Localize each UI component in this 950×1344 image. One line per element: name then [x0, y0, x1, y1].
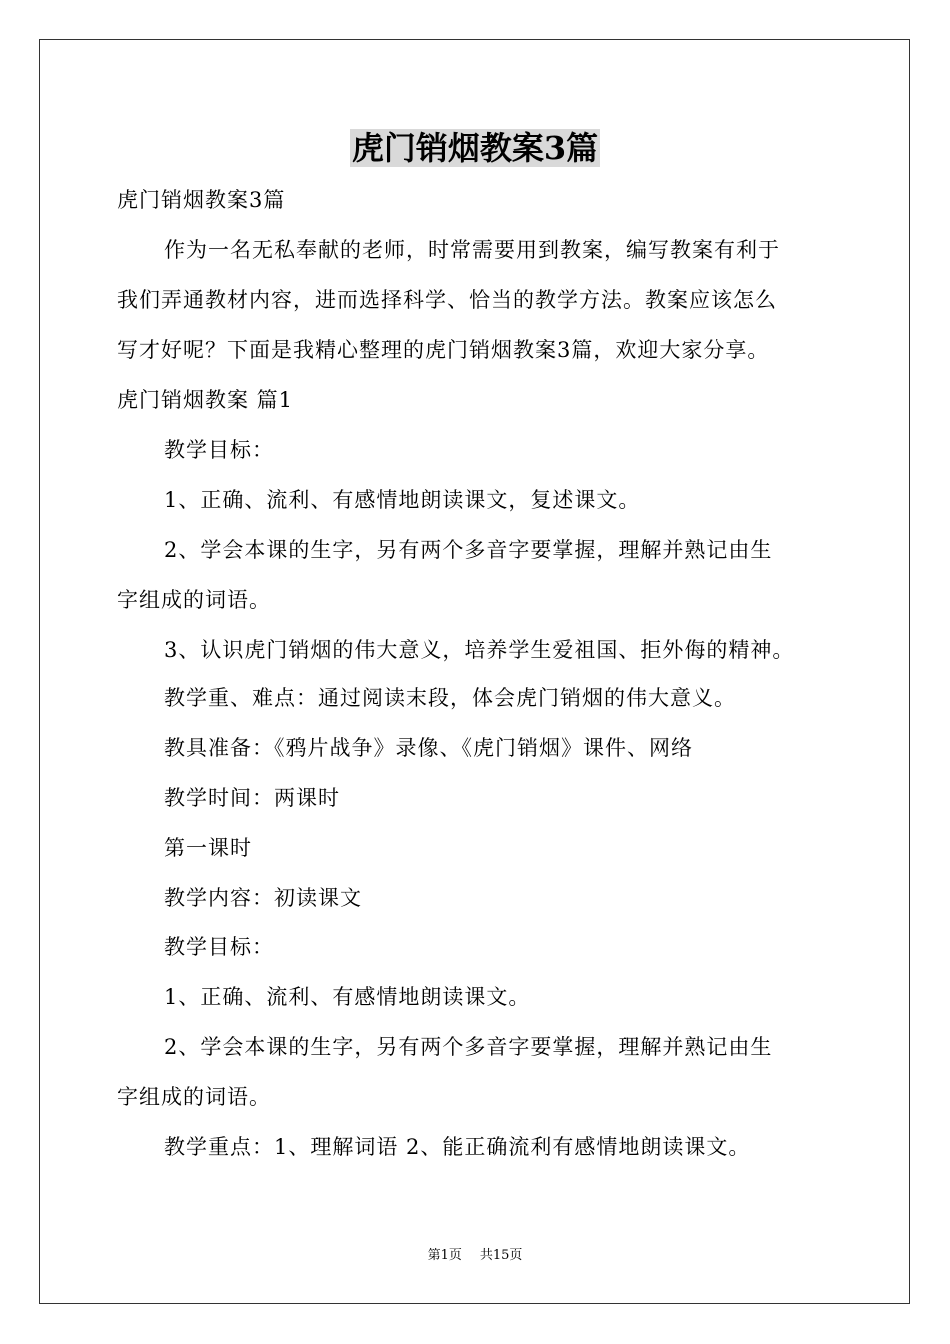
paragraph-line: 教学时间：两课时 — [164, 786, 340, 810]
paragraph-line: 字组成的词语。 — [117, 1085, 271, 1109]
document-title — [0, 124, 950, 172]
paragraph-line: 教学重点：1、理解词语 2、能正确流利有感情地朗读课文。 — [164, 1135, 751, 1159]
paragraph-line: 作为一名无私奉献的老师，时常需要用到教案，编写教案有利于 — [164, 238, 780, 262]
page-border — [39, 39, 910, 1304]
paragraph-line: 教学目标： — [164, 935, 274, 959]
paragraph-line: 我们弄通教材内容，进而选择科学、恰当的教学方法。教案应该怎么 — [117, 288, 777, 312]
paragraph-line: 1、正确、流利、有感情地朗读课文。 — [164, 985, 531, 1009]
page-number: 第1页 — [427, 1248, 462, 1263]
page-total: 共15页 — [479, 1248, 523, 1263]
paragraph-line: 2、学会本课的生字，另有两个多音字要掌握，理解并熟记由生 — [164, 1035, 773, 1059]
paragraph-line: 第一课时 — [164, 836, 252, 860]
paragraph-line: 1、正确、流利、有感情地朗读课文，复述课文。 — [164, 488, 641, 512]
paragraph-line: 2、学会本课的生字，另有两个多音字要掌握，理解并熟记由生 — [164, 538, 773, 562]
paragraph-line: 字组成的词语。 — [117, 588, 271, 612]
subtitle-line: 虎门销烟教案3篇 — [117, 188, 286, 212]
paragraph-line: 教学内容：初读课文 — [164, 886, 362, 910]
document-title-text: 虎门销烟教案3篇 — [351, 129, 599, 167]
paragraph-line: 教学重、难点：通过阅读末段，体会虎门销烟的伟大意义。 — [164, 686, 736, 710]
page-footer — [0, 1247, 950, 1265]
paragraph-line: 教学目标： — [164, 438, 274, 462]
section-heading: 虎门销烟教案 篇1 — [117, 388, 294, 412]
paragraph-line: 3、认识虎门销烟的伟大意义，培养学生爱祖国、拒外侮的精神。 — [164, 638, 795, 662]
paragraph-line: 教具准备：《鸦片战争》录像、《虎门销烟》课件、网络 — [164, 736, 693, 760]
paragraph-line: 写才好呢？下面是我精心整理的虎门销烟教案3篇，欢迎大家分享。 — [117, 338, 770, 362]
